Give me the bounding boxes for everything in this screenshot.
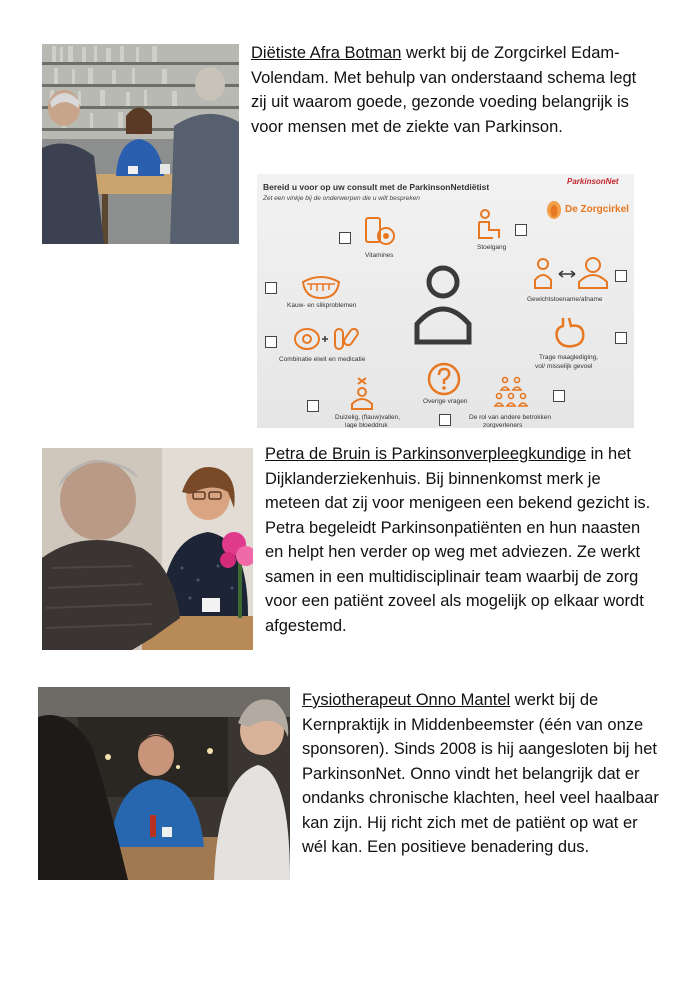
weight-change-icon (533, 256, 613, 290)
person-center-icon (412, 264, 474, 346)
dizzy-person-icon (349, 376, 375, 410)
label-vitamines: Vitamines (365, 252, 394, 259)
section3-text (302, 688, 664, 860)
checkbox-stoelgang[interactable] (515, 224, 527, 236)
label-gewicht: Gewichtstoename/afname (527, 296, 603, 303)
label-maag-1: Trage maaglediging, (539, 354, 599, 361)
section3-body: werkt bij de Kernpraktijk in Middenbeemster (één van onze sponsoren). Sinds 2008 is hij aangesloten bij het ParkinsonNet. Onno vindt het belangrijk dat er ondanks chronische klachten, heel veel haalbaar kan zijn. Hij richt zich met de patiënt op wat er wél kan. Een positieve benadering dus. (302, 691, 659, 856)
stomach-icon (553, 316, 587, 350)
section1-name: Diëtiste Afra Botman (251, 44, 402, 62)
label-combinatie: Combinatie eiwit en medicatie (279, 356, 366, 363)
checkbox-maag[interactable] (615, 332, 627, 344)
section2-name: Petra de Bruin is Parkinsonverpleegkundige (265, 445, 587, 463)
photo-nurse-conversation (42, 448, 253, 650)
section1-body: werkt bij de Zorgcirkel Edam-Volendam. Met behulp van onderstaand schema legt zij uit waarom goede, gezonde voeding belangrijk is voor mensen met de ziekte van Parkinson. (251, 44, 637, 136)
checkbox-rol[interactable] (439, 414, 451, 426)
photo-physiotherapist (38, 687, 290, 880)
mouth-icon (301, 274, 341, 300)
section2-text (265, 442, 655, 638)
zorgcirkel-flame-icon (545, 196, 563, 220)
label-duizelig-2: lage bloeddruk (345, 422, 388, 428)
checkbox-duizelig[interactable] (307, 400, 319, 412)
dietitian-topics-poster (257, 174, 634, 428)
checkbox-vitamines[interactable] (339, 232, 351, 244)
checkbox-kauw[interactable] (265, 282, 277, 294)
poster-subtitle: Zet een vinkje bij de onderwerpen die u wilt bespreken (263, 195, 420, 202)
checkbox-combinatie[interactable] (265, 336, 277, 348)
label-stoelgang: Stoelgang (477, 244, 507, 251)
protein-medication-icon (293, 324, 361, 354)
question-icon (427, 362, 461, 396)
label-duizelig-1: Duizelig, (flauw)vallen, (335, 414, 401, 421)
label-kauw: Kauw- en slikproblemen (287, 302, 357, 309)
poster-title: Bereid u voor op uw consult met de ParkinsonNetdiëtist (263, 182, 490, 192)
label-rol-2: zorgverleners (483, 422, 523, 428)
stoelgang-icon (475, 208, 503, 240)
photo-dietitian-consult (42, 44, 239, 244)
zorgcirkel-logo: De Zorgcirkel (565, 204, 629, 215)
label-overige: Overige vragen (423, 398, 468, 405)
label-maag-2: vol/ misselijk gevoel (535, 363, 593, 370)
vitamines-icon (362, 214, 396, 248)
section3-name: Fysiotherapeut Onno Mantel (302, 691, 511, 709)
label-rol-1: De rol van andere betrokken (469, 414, 552, 421)
checkbox-rol-2[interactable] (553, 390, 565, 402)
section2-body: in het Dijklanderziekenhuis. Bij binnenkomst merk je meteen dat zij voor menigeen een bekend gezicht is. (265, 445, 651, 512)
section2-body-2: Petra begeleidt Parkinsonpatiënten en hun naasten en helpt hen verder op weg met adviezen. Ze werkt samen in een multidisciplinair team waarbij de zorg voor een patiënt zoveel als mogelijk op elkaar wordt afgestemd. (265, 518, 644, 635)
parkinsonnet-logo: ParkinsonNet (567, 177, 619, 186)
care-team-icon (491, 376, 531, 412)
checkbox-gewicht[interactable] (615, 270, 627, 282)
section1-text (251, 41, 646, 139)
